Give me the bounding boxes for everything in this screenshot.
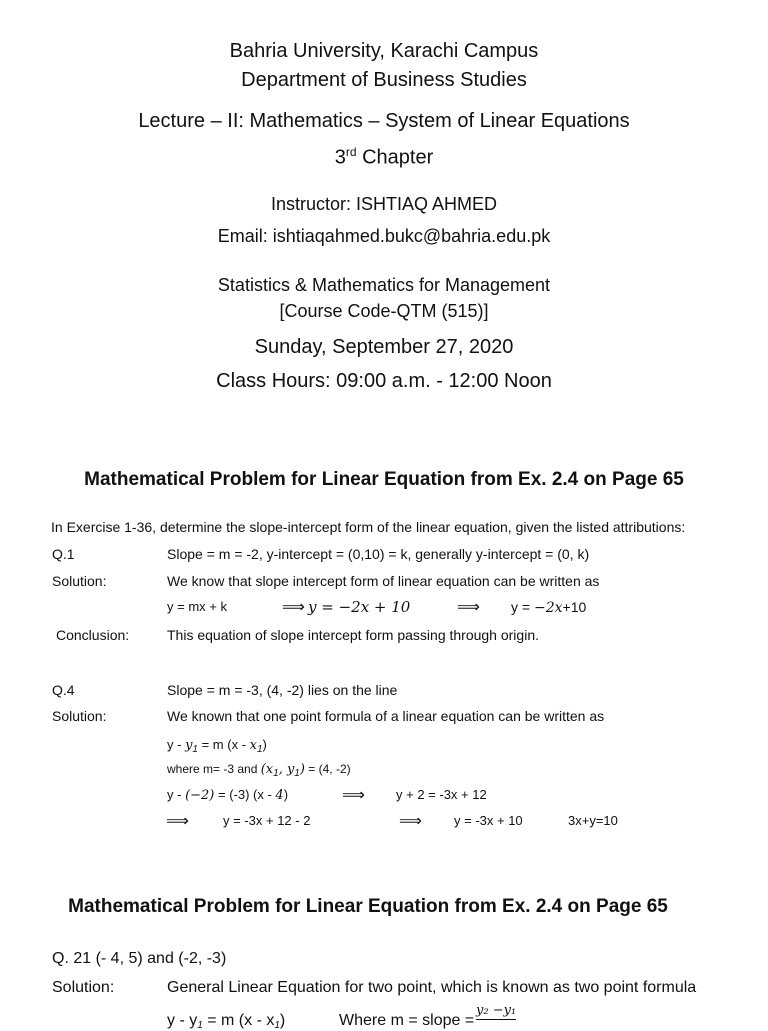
q21-formula-sub2: 1: [274, 1020, 280, 1031]
q4-formula-x: x: [249, 738, 257, 753]
q21-solution-text: General Linear Equation for two point, which is known as two point formula: [167, 979, 697, 996]
q4-step-3: y = -3x + 10: [454, 813, 523, 828]
q1-label: Q.1: [52, 546, 75, 562]
q21-formula-partial: y - y: [167, 1012, 198, 1029]
university-name: Bahria University, Karachi Campus: [229, 40, 539, 62]
q4-label: Q.4: [52, 682, 75, 698]
q4-final-answer: 3x+y=10: [568, 813, 618, 828]
q21-solution-label: Solution:: [52, 979, 115, 996]
q4-formula-pre: y -: [167, 737, 186, 752]
q4-where-sub2: 1: [294, 768, 300, 779]
q4-sub-pre: y -: [167, 787, 186, 802]
q21-formula-sub: 1: [197, 1020, 203, 1031]
q4-where-sub1: 1: [273, 768, 279, 779]
q4-where-pre: where m= -3 and: [167, 762, 261, 776]
q4-where-line: [167, 762, 351, 779]
q4-point-formula: [167, 737, 267, 755]
q1-arrow-2: ⟹: [457, 599, 480, 616]
q4-where-post: = (4, -2): [304, 762, 351, 776]
q1-eq-result-pre: y =: [511, 599, 534, 615]
q1-eq-result-post: +10: [562, 599, 587, 615]
q1-eq-result: [511, 599, 586, 616]
lecture-date: Sunday, September 27, 2020: [254, 336, 514, 358]
chapter-ordinal: rd: [345, 145, 357, 159]
q1-eq-result-math: −2x: [533, 600, 563, 616]
q4-arrow-5: ⟹: [399, 813, 422, 830]
q1-eq-general: y = mx + k: [167, 599, 227, 614]
q4-formula-end: ): [262, 737, 267, 752]
q4-formula-sub2: 1: [256, 744, 263, 755]
instructor-line: Instructor: ISHTIAQ AHMED: [270, 194, 498, 214]
section-title-2: Mathematical Problem for Linear Equation from Ex. 2.4 on Page 65: [68, 896, 668, 917]
q4-solution-label: Solution:: [52, 708, 107, 724]
q4-formula-sub1: 1: [192, 744, 198, 755]
q4-sub-math1: (−2): [185, 788, 215, 803]
q4-arrow-4: ⟹: [166, 813, 189, 830]
q4-formula-y: y: [185, 738, 193, 753]
lecture-title: Lecture – II: Mathematics – System of Linear Equations: [138, 110, 630, 132]
course-code: [Course Code-QTM (515)]: [279, 301, 489, 321]
q4-sub-mid: = (-3) (x -: [214, 787, 276, 802]
q1-given: Slope = m = -2, y-intercept = (0,10) = k, generally y-intercept = (0, k): [167, 546, 590, 562]
q1-arrow-1: ⟹: [282, 599, 305, 616]
chapter-word: Chapter: [356, 146, 434, 169]
email-line: Email: ishtiaqahmed.bukc@bahria.edu.pk: [217, 226, 551, 246]
q4-step-2: y = -3x + 12 - 2: [223, 813, 311, 828]
q21-slope-definition: Where m = slope =: [339, 1012, 475, 1029]
q4-where-close: ): [299, 762, 305, 777]
q4-given: Slope = m = -3, (4, -2) lies on the line: [167, 682, 398, 698]
q1-solution-label: Solution:: [52, 573, 107, 589]
q21-formula-rest: = m (x - x: [202, 1012, 275, 1029]
q21-two-point-formula: [167, 1012, 285, 1031]
q4-formula-mid: = m (x -: [197, 737, 250, 752]
q21-formula-end: ): [279, 1012, 286, 1029]
q4-solution-text: We known that one point formula of a linear equation can be written as: [167, 708, 605, 724]
q4-where-paren: (x: [260, 762, 274, 777]
q4-substitution: [167, 787, 288, 803]
department-name: Department of Business Studies: [241, 69, 527, 91]
q4-where-comma: , y: [278, 762, 295, 777]
class-hours: Class Hours: 09:00 a.m. - 12:00 Noon: [216, 370, 552, 392]
q1-conclusion-text: This equation of slope intercept form passing through origin.: [167, 627, 539, 643]
q1-eq-substituted: y = −2x + 10: [308, 598, 411, 616]
section-title-1: Mathematical Problem for Linear Equation from Ex. 2.4 on Page 65: [84, 469, 684, 490]
q4-sub-math2: 4: [275, 788, 284, 803]
q4-step-1: y + 2 = -3x + 12: [396, 787, 487, 802]
chapter-number: 3: [334, 146, 346, 169]
q4-arrow-3: ⟹: [342, 787, 365, 804]
q1-conclusion-label: Conclusion:: [56, 627, 130, 643]
q1-solution-text: We know that slope intercept form of linear equation can be written as: [167, 573, 600, 589]
q21-given: Q. 21 (- 4, 5) and (-2, -3): [52, 950, 227, 967]
chapter-heading: [0, 145, 768, 170]
q21-fraction-numerator: y₂ −y₁: [476, 1003, 517, 1018]
q4-sub-end: ): [283, 787, 289, 802]
course-name: Statistics & Mathematics for Management: [217, 275, 551, 295]
exercise-intro: In Exercise 1-36, determine the slope-intercept form of the linear equation, given the listed attributions:: [51, 519, 686, 535]
